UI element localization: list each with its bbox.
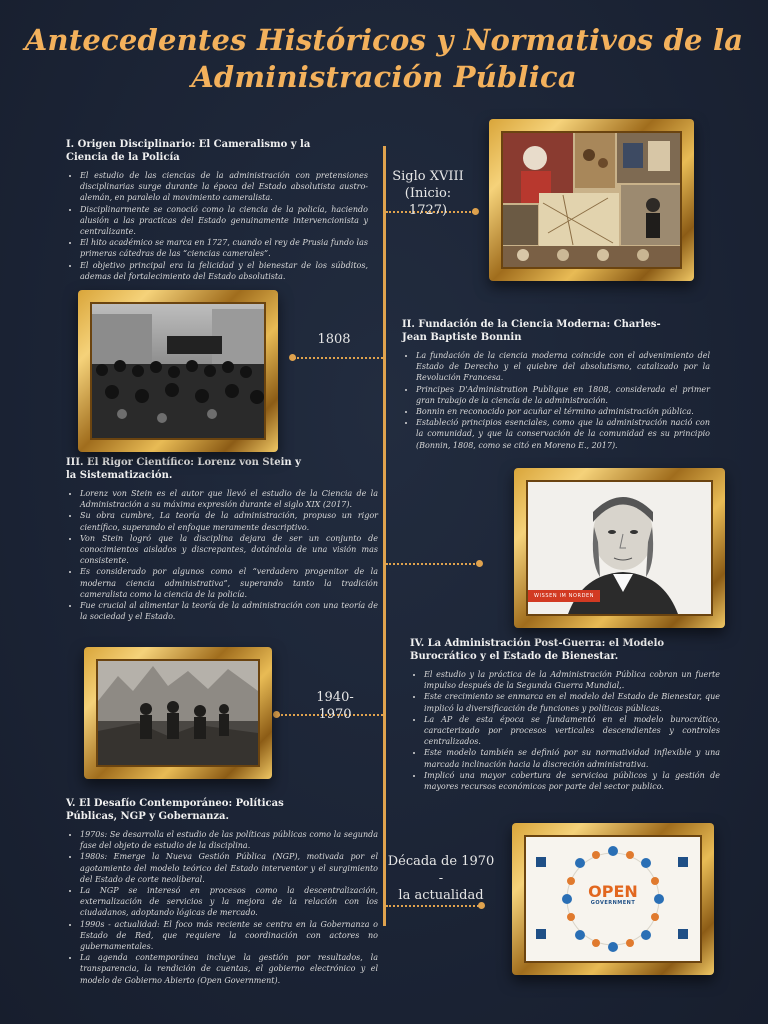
- section-4-title: IV. La Administración Post-Guerra: el Modelo Burocrático y el Estado de Bienestar.: [410, 638, 665, 662]
- connector-3: [386, 563, 479, 565]
- connector-dot-1: [472, 208, 479, 215]
- section-3-item: • Es considerado por algunos como el “verdadero progenitor de la moderna ciencia administrativa”, superando tanto la tradición cameralista como la ciencia de la policía.: [80, 566, 378, 600]
- section-3-item: • Lorenz von Stein es el autor que llevó el estudio de la Ciencia de la Administración a su máxima expresión durante el siglo XIX (2017).: [80, 488, 378, 510]
- section-5-title: V. El Desafío Contemporáneo: Políticas Públicas, NGP y Gobernanza.: [66, 798, 284, 822]
- section-1-cameralismo: [66, 138, 368, 282]
- section-2-item: • Principes D'Administration Publique en 1808, considerada el primer gran trabajo de la ciencia de la administración.: [416, 384, 710, 406]
- image-lorenz-von-stein: [526, 480, 713, 616]
- image-soldiers-ruins: [96, 659, 260, 767]
- image-cameralismo-collage: [501, 131, 682, 269]
- section-3-von-stein: [66, 456, 378, 622]
- page-title: [0, 22, 768, 96]
- connector-5: [386, 905, 482, 907]
- section-2-bonnin: [402, 318, 710, 451]
- date-label-siglo-xviii: [389, 168, 467, 219]
- section-5-item: • La NGP se interesó en procesos como la descentralización, externalización de servicios y la mejora de la relación con los ciudadanos, adoptando lógicas de mercado.: [80, 885, 378, 919]
- section-4-post-guerra: [410, 637, 720, 792]
- frame-open-government: [512, 823, 714, 975]
- section-1-item: • Disciplinarmente se conoció como la ciencia de la policía, haciendo alusión a las practicas del Estado genuinamente intervencionista y centralizante.: [80, 204, 368, 238]
- section-2-item: • Bonnin en reconocido por acuñar el término administración pública.: [416, 406, 710, 417]
- section-1-item: • El objetivo principal era la felicidad y el bienestar de los súbditos, ademas del fortalecimiento del Estado absolutista.: [80, 260, 368, 282]
- date-4-line-2: la actualidad: [398, 888, 484, 903]
- date-label-1940-1970: 1940-1970: [316, 690, 354, 722]
- section-4-item: • Este modelo también se definió por su normatividad inflexible y una marcada inclinación hacia la discreción administrativa.: [424, 747, 720, 769]
- section-4-item: • Este crecimiento se enmarca en el modelo del Estado de Bienestar, que implicó la diversificación de funciones y políticas públicas.: [424, 691, 720, 713]
- section-1-item: • El hito académico se marca en 1727, cuando el rey de Prusia fundo las primeras cátedras de las “ciencias camerales”.: [80, 237, 368, 259]
- section-4-item: • El estudio y la práctica de la Administración Pública cobran un fuerte impulso después de la Segunda Guerra Mundial,.: [424, 669, 720, 691]
- section-3-item: • Von Stein logró que la disciplina dejara de ser un conjunto de conocimientos aislados y discrepantes, dotándola de una visión mas consistente.: [80, 533, 378, 567]
- section-3-title: III. El Rigor Científico: Lorenz von Stein y la Sistematización.: [66, 457, 301, 481]
- section-5-item: • 1990s - actualidad: El foco más reciente se centra en la Gobernanza o Estado de Red, que requiere la coordinación con actores no gubernamentales.: [80, 919, 378, 953]
- title-line-1: Antecedentes Históricos y Normativos de la: [24, 23, 744, 57]
- section-5-contemporaneo: [66, 797, 378, 986]
- image-revolucion-crowd: [90, 302, 266, 440]
- frame-revolucion-francesa: [78, 290, 278, 452]
- connector-dot-4: [273, 711, 280, 718]
- soldiers-ruins-art: [98, 661, 258, 765]
- section-2-title: II. Fundación de la Ciencia Moderna: Charles-Jean Baptiste Bonnin: [402, 319, 661, 343]
- section-2-item: • Estableció principios esenciales, como que la administración nació con la comunidad, y que la conservación de la comunidad es su principio (Bonnin, 1808, como se citó en Moreno E., 2017).: [416, 417, 710, 451]
- section-5-item: • 1980s: Emerge la Nueva Gestión Pública (NGP), motivada por el agotamiento del modelo teórico del Estado interventor y el surgimiento del Estado de corte neoliberal.: [80, 851, 378, 885]
- section-1-item: • El estudio de las ciencias de la administración con pretensiones disciplinarias surge durante la época del Estado absolutista austro-alemán, en paralelo al movimiento cameralista.: [80, 170, 368, 204]
- connector-dot-2: [289, 354, 296, 361]
- title-line-2: Administración Pública: [191, 60, 577, 94]
- section-5-item: • 1970s: Se desarrolla el estudio de las políticas públicas como la segunda fase del objeto de estudio de la disciplina.: [80, 829, 378, 851]
- section-3-item: • Su obra cumbre, La teoría de la administración, propuso un rigor científico, superando el enfoque meramente descriptivo.: [80, 510, 378, 532]
- government-word: GOVERNMENT: [590, 900, 636, 907]
- cameralismo-collage-art: [503, 133, 680, 267]
- section-1-title: I. Origen Disciplinario: El Cameralismo y la Ciencia de la Policía: [66, 139, 311, 163]
- frame-cameralismo-collage: [489, 119, 694, 281]
- date-label-1970-actualidad: [386, 853, 496, 904]
- date-label-1808: 1808: [317, 332, 351, 347]
- section-5-item: • La agenda contemporánea incluye la gestión por resultados, la transparencia, la rendición de cuentas, el gobierno electrónico y el modelo de Gobierno Abierto (Open Government).: [80, 952, 378, 986]
- section-4-item: • Implicó una mayor cobertura de servicioa públicos y la gestión de mayores recursos económicos por parte del sector publico.: [424, 770, 720, 792]
- timeline-axis: [383, 146, 386, 926]
- open-word: OPEN: [588, 882, 638, 902]
- image-open-government: [524, 835, 702, 963]
- section-3-item: • Fue crucial al alimentar la teoría de la administración con una teoría de la sociedad y el Estado.: [80, 600, 378, 622]
- section-2-item: • La fundación de la ciencia moderna coincide con el advenimiento del Estado de Derecho y el quiebre del absolutismo, catalizado por la Revolución Francesa.: [416, 350, 710, 384]
- revolucion-crowd-art: [92, 304, 264, 438]
- connector-dot-3: [476, 560, 483, 567]
- frame-segunda-guerra: [84, 647, 272, 779]
- date-1-line-2: (Inicio: 1727): [404, 186, 452, 218]
- date-1-line-1: Siglo XVIII: [392, 169, 464, 184]
- connector-2: [294, 357, 383, 359]
- image-caption-tag: WISSEN IM NORDEN: [528, 590, 600, 602]
- open-government-logo: [526, 884, 700, 906]
- date-4-line-1: Década de 1970 -: [387, 854, 495, 886]
- section-4-item: • La AP de esta época se fundamentó en el modelo burocrático, caracterizado por procesos verticales descendientes y controles centralizados.: [424, 714, 720, 748]
- frame-lorenz-von-stein: [514, 468, 725, 628]
